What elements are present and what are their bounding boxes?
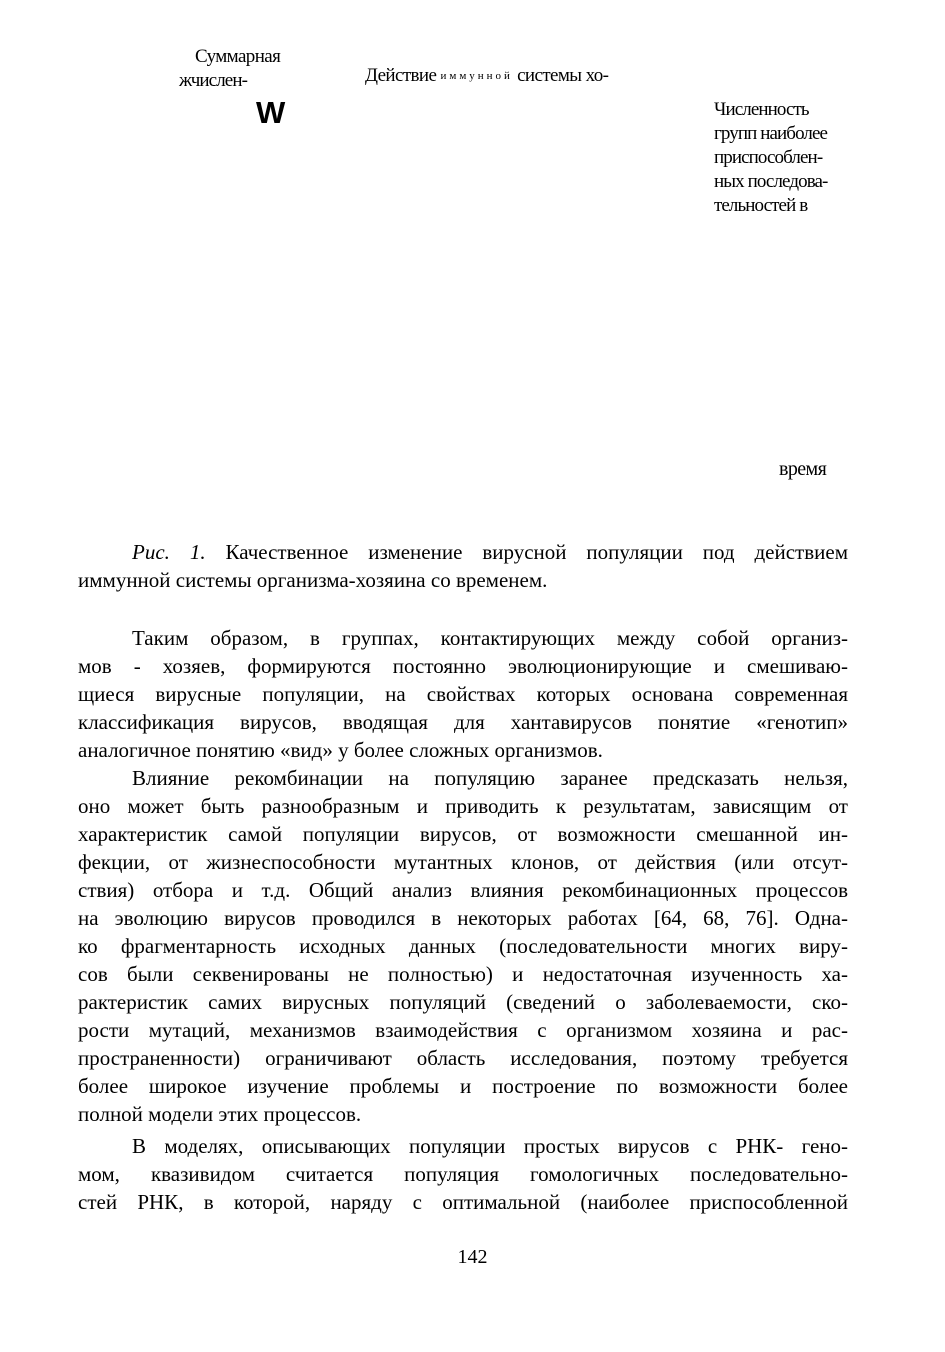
- figure-right-label-line: тельностей в: [714, 195, 808, 216]
- paragraph-line: характеристик самой популяции вирусов, от возможности смешанной ин-: [78, 822, 848, 846]
- paragraph-line: пространенности) ограничивают область исследования, поэтому требуется: [78, 1046, 848, 1070]
- paragraph-line: стей РНК, в которой, наряду с оптимальной (наиболее приспособленной: [78, 1190, 848, 1214]
- figure-caption: [78, 538, 848, 594]
- paragraph-line: рактеристик самих вирусных популяций (сведений о заболеваемости, ско-: [78, 990, 848, 1014]
- paragraph-line: ко фрагментарность исходных данных (последовательности многих виру-: [78, 934, 848, 958]
- paragraph-line: щиеся вирусные популяции, на свойствах которых основана современная: [78, 682, 848, 706]
- figure-title-part1: Действие: [365, 65, 437, 86]
- paragraph-line: Влияние рекомбинации на популяцию заранее предсказать нельзя,: [132, 766, 848, 790]
- paragraph-line: оно может быть разнообразным и приводить к результатам, зависящим от: [78, 794, 848, 818]
- figure-axis-mark: W: [256, 95, 284, 130]
- paragraph-line: мов - хозяев, формируются постоянно эволюционирующие и смешиваю-: [78, 654, 848, 678]
- paragraph-line: рости мутаций, механизмов взаимодействия с организмом хозяина и рас-: [78, 1018, 848, 1042]
- paragraph-line: фекции, от жизнеспособности мутантных клонов, от действия (или отсут-: [78, 850, 848, 874]
- figure-right-label-line: Численность: [714, 99, 809, 120]
- figure-title-part3: системы хо-: [517, 65, 609, 86]
- paragraph-line: аналогичное понятию «вид» у более сложных организмов.: [78, 738, 603, 762]
- caption-prefix: Рис. 1.: [132, 540, 206, 564]
- page-number: 142: [457, 1246, 488, 1268]
- figure-title: [365, 64, 608, 88]
- paragraph-line: классификация вирусов, вводящая для хантавирусов понятие «генотип»: [78, 710, 848, 734]
- paragraph-line: мом, квазивидом считается популяция гомологичных последовательно-: [78, 1162, 848, 1186]
- figure-right-label-line: приспособлен-: [714, 147, 823, 168]
- figure-right-label-line: ных последова-: [714, 171, 828, 192]
- paragraph-line: полной модели этих процессов.: [78, 1102, 362, 1126]
- paragraph-line: В моделях, описывающих популяции простых вирусов с РНК- гено-: [132, 1134, 848, 1158]
- figure-title-part2: иммунной: [440, 70, 513, 82]
- caption-line1: Качественное изменение вирусной популяции под действием: [225, 540, 848, 564]
- paragraph-line: Таким образом, в группах, контактирующих между собой организ-: [132, 626, 848, 650]
- paragraph-line: более широкое изучение проблемы и построение по возможности более: [78, 1074, 848, 1098]
- paragraph-3: [78, 1132, 848, 1216]
- figure-right-label: [714, 98, 827, 218]
- figure-right-label-line: групп наиболее: [714, 123, 828, 144]
- caption-line2: иммунной системы организма-хозяина со временем.: [78, 568, 548, 592]
- figure-x-label: время: [779, 458, 827, 480]
- paragraph-line: ствия) отбора и т.д. Общий анализ влияния рекомбинационных процессов: [78, 878, 848, 902]
- paragraph-2: [78, 764, 848, 1128]
- paragraph-line: сов были секвенированы не полностью) и недостаточная изученность ха-: [78, 962, 848, 986]
- figure-y-label-line1: Суммарная: [195, 46, 281, 67]
- figure-y-label-line2: жчислен-: [179, 70, 248, 91]
- paragraph-line: на эволюцию вирусов проводился в некоторых работах [64, 68, 76]. Одна-: [78, 906, 848, 930]
- paragraph-1: [78, 624, 848, 764]
